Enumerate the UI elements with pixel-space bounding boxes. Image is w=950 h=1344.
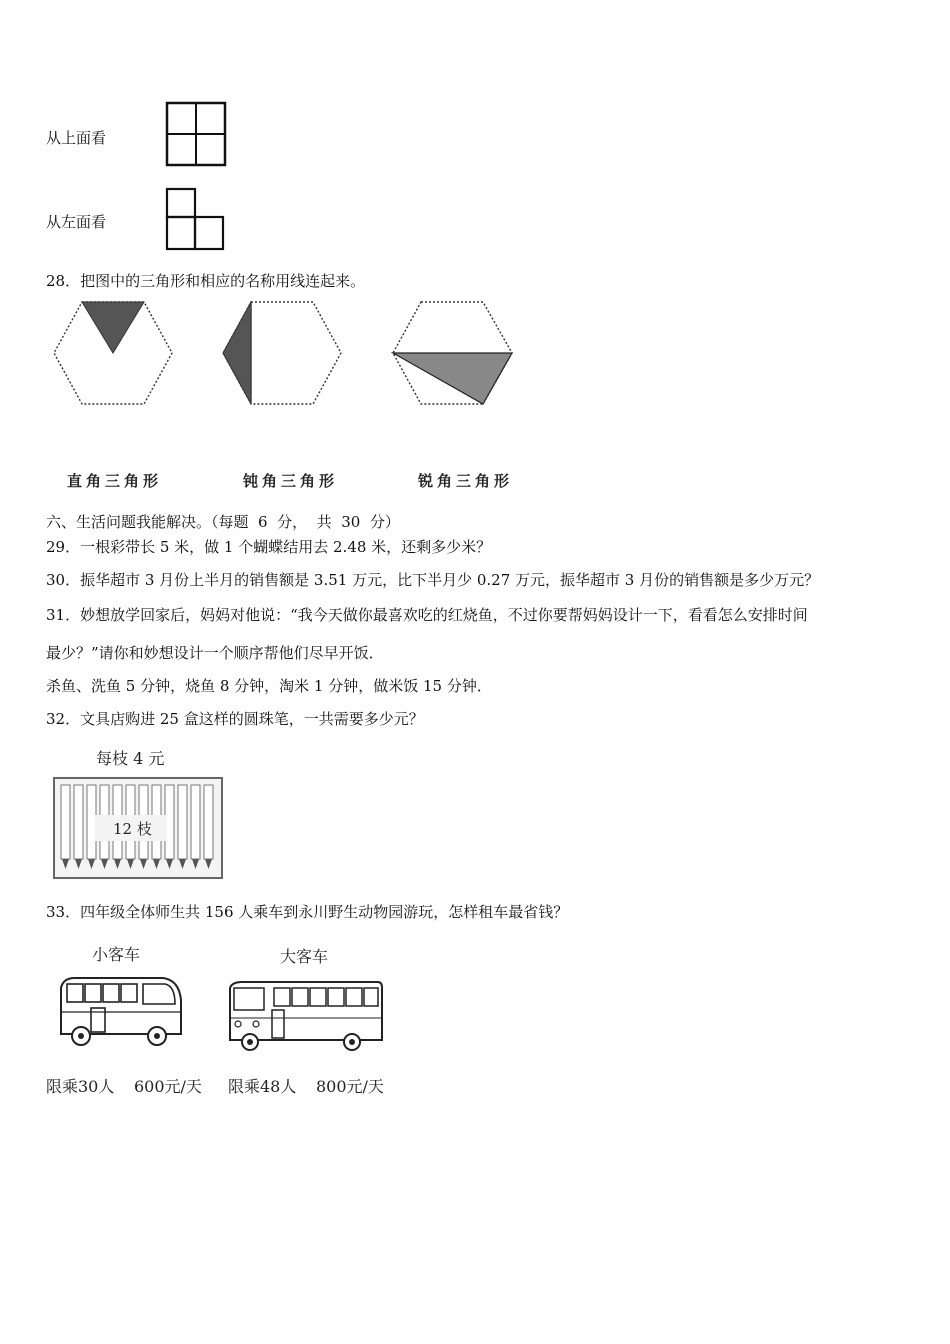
small-bus-capacity: 限乘30人 (46, 1077, 115, 1096)
section-6-title: 六、生活问题我能解决。（每题 6 分， 共 30 分） (46, 513, 400, 531)
view-left-label: 从左面看 (46, 213, 107, 231)
label-obtuse-triangle: 钝角三角形 (243, 472, 339, 490)
hexagon-2 (221, 300, 343, 408)
big-bus-capacity: 限乘48人 (228, 1077, 297, 1096)
label-right-triangle: 直角三角形 (67, 472, 163, 490)
top-view-grid (165, 101, 227, 167)
hexagon-1 (52, 300, 174, 408)
question-29: 29．一根彩带长 5 米，做 1 个蝴蝶结用去 2.48 米，还剩多少米？ (46, 538, 492, 556)
small-bus-name: 小客车 (92, 945, 141, 964)
view-top-label: 从上面看 (46, 129, 107, 147)
question-33: 33．四年级全体师生共 156 人乘车到永川野生动物园游玩，怎样租车最省钱？ (46, 903, 569, 921)
pen-count-label: 12 枝 (113, 820, 152, 838)
question-30: 30．振华超市 3 月份上半月的销售额是 3.51 万元，比下半月少 0.27 万元，振华超市 3 月份的销售额是多少万元？ (46, 571, 820, 589)
question-28: 28．把图中的三角形和相应的名称用线连起来。 (46, 272, 366, 290)
label-acute-triangle: 锐角三角形 (418, 472, 514, 490)
small-bus-icon (55, 972, 185, 1048)
big-bus-name: 大客车 (280, 947, 329, 966)
small-bus-price: 600元/天 (134, 1077, 202, 1096)
big-bus-icon (226, 978, 386, 1052)
pen-box (53, 777, 223, 879)
hexagon-3 (391, 300, 515, 408)
pen-price-label: 每枝 4 元 (96, 749, 165, 768)
question-32: 32．文具店购进 25 盒这样的圆珠笔，一共需要多少元？ (46, 710, 424, 728)
question-31-line2: 最少？”请你和妙想设计一个顺序帮他们尽早开饭． (46, 644, 384, 662)
question-31-line3: 杀鱼、洗鱼 5 分钟，烧鱼 8 分钟，淘米 1 分钟，做米饭 15 分钟． (46, 677, 492, 695)
question-31-line1: 31．妙想放学回家后，妈妈对他说：“我今天做你最喜欢吃的红烧鱼，不过你要帮妈妈设计一下，看看怎么安排时间 (46, 606, 808, 624)
left-view-grid (165, 187, 227, 251)
big-bus-price: 800元/天 (316, 1077, 384, 1096)
